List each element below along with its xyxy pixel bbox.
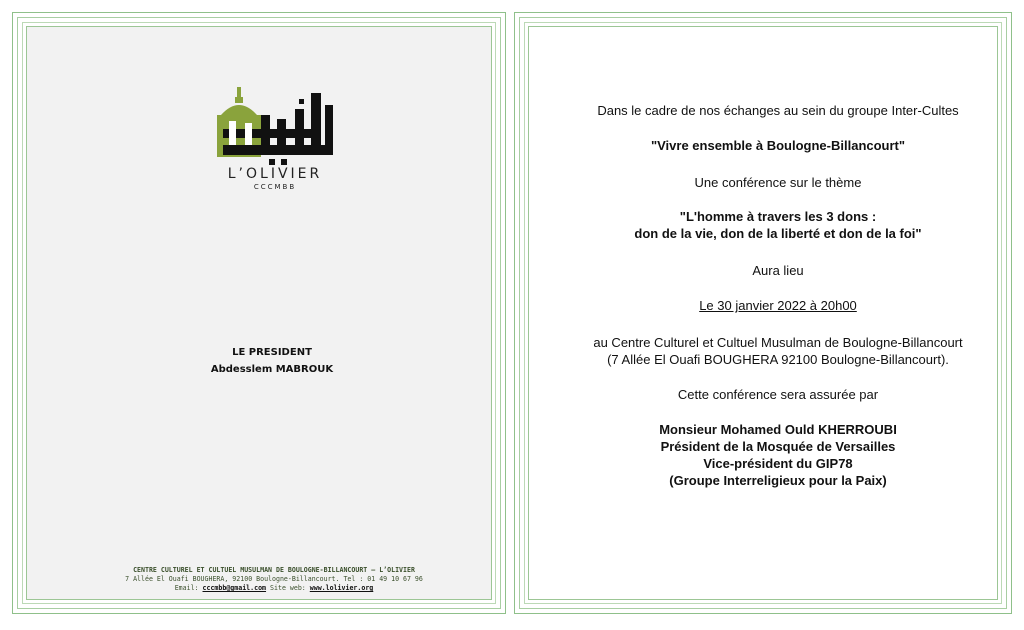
assured-by: Cette conférence sera assurée par (677, 387, 879, 402)
left-page (12, 12, 506, 614)
aura-lieu: Aura lieu (752, 263, 804, 278)
president-title: LE PRESIDENT (232, 347, 312, 358)
footer-organization: CENTRE CULTUREL ET CULTUEL MUSULMAN DE BOULOGNE-BILLANCOURT – L’OLIVIER (133, 566, 415, 574)
speaker-role-1: Président de la Mosquée de Versailles (660, 439, 896, 454)
group-name: "Vivre ensemble à Boulogne-Billancourt" (650, 138, 906, 153)
speaker-name: Monsieur Mohamed Ould KHERROUBI (659, 422, 897, 437)
speaker-role-3: (Groupe Interreligieux pour la Paix) (669, 473, 887, 488)
email-link[interactable]: cccmbb@gmail.com (202, 584, 267, 592)
footer-address: 7 Allée El Ouafi BOUGHERA, 92100 Boulogne-Billancourt. Tel : 01 49 10 67 96 (125, 575, 423, 583)
speaker-role-2: Vice-président du GIP78 (703, 456, 853, 471)
right-page-inner (528, 26, 998, 600)
intro-text: Dans le cadre de nos échanges au sein du groupe Inter-Cultes (597, 103, 959, 118)
website-link[interactable]: www.lolivier.org (309, 584, 374, 592)
conference-intro: Une conférence sur le thème (694, 175, 862, 190)
event-date-text: Le 30 janvier 2022 à 20h00 (699, 298, 857, 313)
venue-line-2: (7 Allée El Ouafi BOUGHERA 92100 Boulogne-Billancourt). (607, 352, 949, 367)
right-page (514, 12, 1012, 614)
president-name: Abdesslem MABROUK (210, 364, 334, 375)
venue-line-1: au Centre Culturel et Cultuel Musulman de Boulogne-Billancourt (593, 335, 963, 350)
left-page-inner (26, 26, 492, 600)
theme-line-1: "L'homme à travers les 3 dons : (679, 209, 877, 224)
event-date (563, 298, 993, 314)
email-label: Email: (174, 584, 199, 592)
logo-subtitle: CCCMBB (253, 183, 297, 191)
site-label: Site web: (270, 584, 306, 592)
theme-line-2: don de la vie, don de la liberté et don de la foi" (634, 226, 922, 241)
footer-contact (65, 584, 483, 593)
logo-brand: L’OLIVIER (227, 166, 323, 182)
